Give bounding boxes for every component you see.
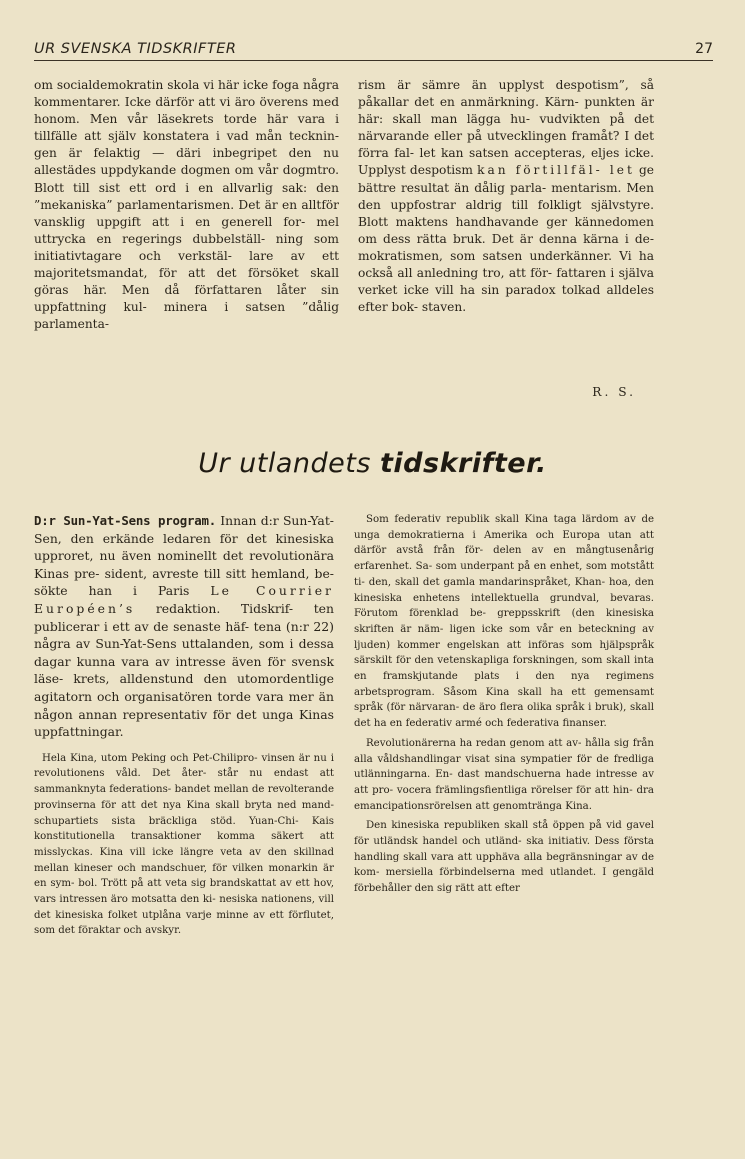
top-right-spaced-phrase: kan förtillfäl- let <box>477 163 635 178</box>
quoted-paragraph: Revolutionärerna ha redan genom att av- hålla sig från alla våldshandlingar visat sina sympatier för de fredliga utlänningarna. En- dast mandschuerna hade intresse av att pro- vocera främlingsfientliga rörelser för att hin- dra emancipationsrörelsen att genomtränga Kina. <box>354 737 654 812</box>
quoted-paragraph: Den kinesiska republiken skall stå öppen på vid gavel för utländsk handel och utländ- ska initiativ. Dess första handling skall vara att upphäva alla begränsningar av de kom- mersiella förbindelserna med utlandet. I gengäld förbehåller den sig rätt att efter <box>354 820 654 895</box>
top-right-column <box>358 77 654 316</box>
quoted-paragraph: Som federativ republik skall Kina taga lärdom av de unga demokratierna i Amerika och Europa utan att därför avstå från för- delen av en mångtusenårig erfarenhet. Sa- som underpant på en enhet, som motstått ti- den, skall det gamla mandarinspråket, Khan- hoa, den kinesiska enhetens intellektuella grundval, bevaras. Förutom förenklad be- greppsskrift (den kinesiska skriften är näm- ligen icke som vår en beteckning av ljuden) kommer engelskan att införas som hjälpspråk särskilt för den vetenskapliga forskningen, som skall inta en framskjutande plats i den nya regimens arbetsprogram. Såsom Kina skall ha ett gemensamt språk (för närvaran- de äro flera olika språk i bruk), skall det ha en federativ armé och federativa finanser. <box>354 514 654 730</box>
top-right-text-2: ge bättre resultat än dålig parla- mentarism. Men den uppfostrar aldrig till folkligt självstyre. Blott maktens handhavande ger kännedomen om dess rätta bruk. Det är denna kärna i de- mokratismen, som satsen underkänner. Vi ha också all anledning tro, att för- fattaren i själva verket icke vill ha sin paradox tolkad alldeles efter bok- staven. <box>358 163 654 315</box>
publication-name: Le Courrier Européen’s <box>34 583 334 616</box>
top-right-paragraph <box>358 77 654 316</box>
article-intro <box>34 512 334 741</box>
section-heading-part-2: tidskrifter. <box>380 448 547 479</box>
bottom-right-column <box>354 512 654 897</box>
signature: R. S. <box>592 385 636 399</box>
article-lead-title: D:r Sun-Yat-Sens program. <box>34 513 217 528</box>
bottom-left-column <box>34 512 334 939</box>
section-heading-part-1: Ur utlandets <box>198 448 371 479</box>
running-head-title: UR SVENSKA TIDSKRIFTER <box>34 41 237 57</box>
top-left-paragraph: om socialdemokratin skola vi här icke foga några kommentarer. Icke därför att vi äro överens med honom. Men vår läsekrets torde här vara i tillfälle att själv konstatera i vad mån tecknin- gen är felaktig — däri inbegripet den nu allestädes uppdykande dogmen om vår dogmtro. Blott till sist ett ord i en allvarlig sak: den ”mekaniska” parlamentarismen. Det är en alltför vansklig uppgift att i en generell for- mel uttrycka en regerings dubbelställ- ning som initiativtagare och verkstäl- lare av ett majoritetsmandat, för att det försöket skall göras här. Men då författaren låter sin uppfattning kul- minera i satsen ”dålig parlamenta- <box>34 78 339 332</box>
page-number: 27 <box>695 41 713 57</box>
quoted-passage: Hela Kina, utom Peking och Pet-Chilipro- vinsen är nu i revolutionens våld. Det åter- står nu endast att sammanknyta federations- bandet mellan de revolterande provinserna för att det nya Kina skall bryta ned mand- schupartiets sista bräckliga stöd. Yuan-Chi- Kais konstitutionella transaktioner komma säkert att misslyckas. Kina vill icke längre veta av den skillnad mellan kineser och mandschuer, för vilken monarkin är en sym- bol. Trött på att veta sig brandskattat av ett hov, vars intressen äro motsatta den ki- nesiska nationens, vill det kinesiska folket utplåna varje minne av ett förflutet, som det föraktar och avskyr. <box>34 752 334 937</box>
article-intro-text-2: redaktion. Tidskrif- ten publicerar i ett av de senaste häf- tena (n:r 22) några av Sun-Yat-Sens uttalanden, som i dessa dagar kunna vara av intresse även för svensk läse- krets, alldenstund den utomordentlige agitatorn och organisatören torde vara mer än någon annan representativ för det unga Kinas uppfattningar. <box>34 600 334 740</box>
top-right-text-1: rism är sämre än upplyst despotism”, så påkallar det en anmärkning. Kärn- punkten är här: skall man lägga hu- vudvikten på det närvarande eller på utvecklingen framåt? I det förra fal- let kan satsen accepteras, eljes icke. Upplyst despotism <box>358 78 654 178</box>
running-head <box>34 36 713 61</box>
article-intro-text-1: Innan d:r Sun-Yat-Sen, den erkände ledaren för det kinesiska upproret, nu även nominellt det revolutionära Kinas pre- sident, avreste till sitt hemland, be- sökte han i Paris <box>34 513 334 599</box>
top-left-column <box>34 77 339 333</box>
section-heading <box>0 448 745 479</box>
